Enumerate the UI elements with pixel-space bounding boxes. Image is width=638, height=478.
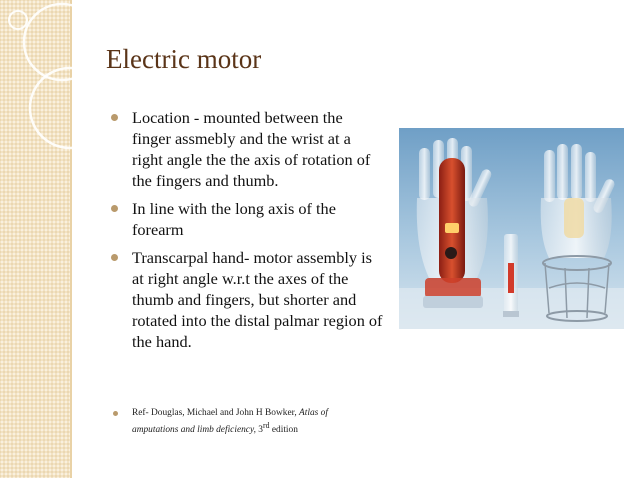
bullet-icon xyxy=(113,411,118,416)
slide-title: Electric motor xyxy=(106,44,262,74)
decorative-circles xyxy=(0,0,120,160)
reference-note xyxy=(110,407,372,436)
bullet-item xyxy=(110,107,385,191)
bullet-text: Transcarpal hand- motor assembly is at right angle w.r.t the axes of the thumb and fingers, but shorter and rotated into the distal palmar region of the hand. xyxy=(132,248,383,351)
bullet-icon xyxy=(111,114,118,121)
bullet-list xyxy=(110,107,385,359)
bullet-text: Location - mounted between the finger assmebly and the wrist at a right angle the the axis of rotation of the fingers and thumb. xyxy=(132,108,371,190)
reference-edition-superscript: rd xyxy=(262,420,270,430)
vial xyxy=(503,234,519,317)
reference-edition-suffix: edition xyxy=(269,424,298,435)
bullet-icon xyxy=(111,205,118,212)
prosthetic-hands-photo xyxy=(399,128,624,329)
bullet-item xyxy=(110,247,385,352)
bullet-text: In line with the long axis of the forearm xyxy=(132,199,336,239)
reference-book-title: Atlas of amputations and limb deficiency, xyxy=(132,408,328,435)
reference-edition-number: 3 xyxy=(255,424,263,435)
reference-prefix: Ref- Douglas, Michael and John H Bowker, xyxy=(132,408,300,418)
bullet-icon xyxy=(111,254,118,261)
bullet-item xyxy=(110,198,385,240)
